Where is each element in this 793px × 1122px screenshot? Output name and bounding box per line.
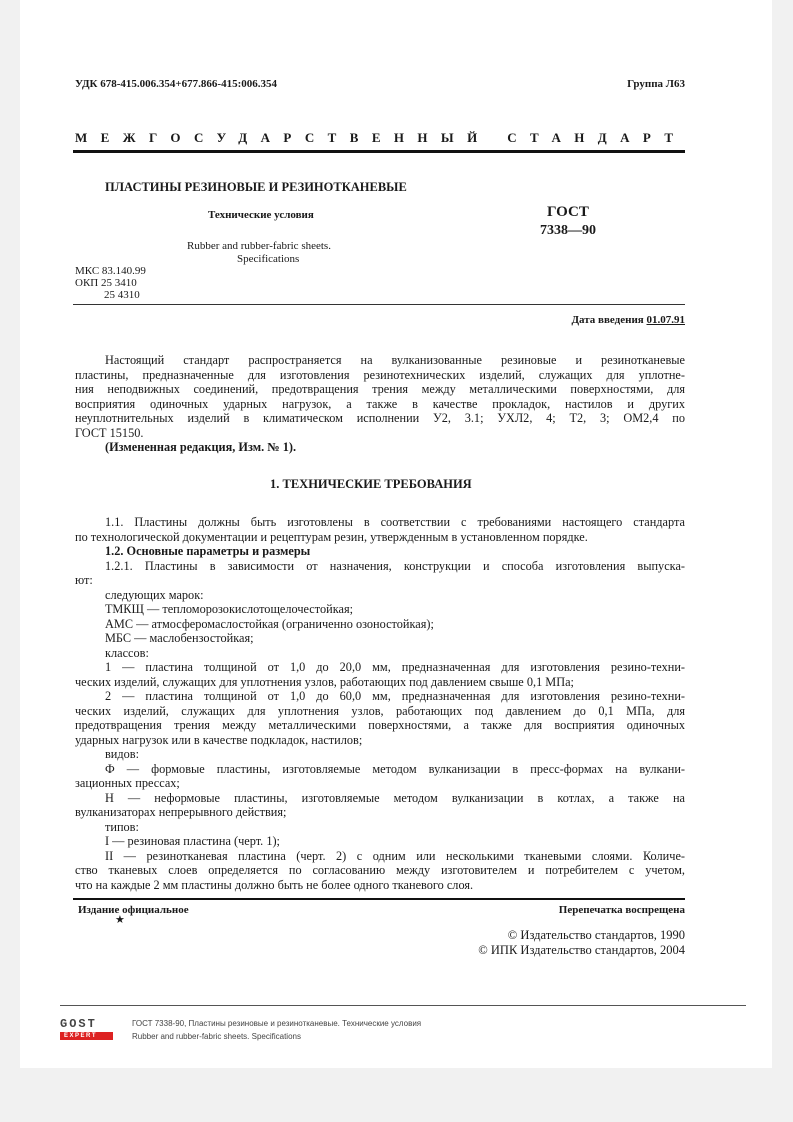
class-item: 1 — пластина толщиной от 1,0 до 20,0 мм, предназначенная для изготовления резино-техни- (105, 660, 685, 674)
intro-line: неуплотнительных изделий в климатическом исполнении У2, 3.1; УХЛ2, 4; Т2, 3; ОМ2,4 по (75, 411, 685, 425)
copyright-2004: © ИПК Издательство стандартов, 2004 (478, 943, 685, 957)
document-subtitle: Технические условия (208, 209, 314, 221)
intro-line: ГОСТ 15150. (75, 425, 144, 440)
class-item-cont: ческих изделий, служащих для уплотнения узлов, работающих под давлением свыше 0,1 МПа; (75, 674, 574, 689)
clause-1-2-1: 1.2.1. Пластины в зависимости от назначения, конструкции и способа изготовления выпуска- (105, 558, 685, 573)
mark-item: МБС — маслобензостойкая; (105, 631, 254, 645)
type-item-cont: что на каждые 2 мм пластины должно быть не более одного тканевого слоя. (75, 877, 474, 892)
clause-1-1-cont: по технологической документации и рецептурам резин, утвержденным в установленном порядке. (75, 529, 588, 544)
type-item: II — резинотканевая пластина (черт. 2) с одним или несколькими тканевыми слоями. Количе- (105, 848, 685, 863)
reprint-notice: Перепечатка воспрещена (558, 904, 685, 916)
types-label: типов: (105, 819, 139, 834)
type-item-cont: ство тканевых слоев определяется по согласованию между изготовителем и потребителем с учетом, (75, 863, 685, 877)
class-item-cont: ударных нагрузок или в качестве подкладок, настилов; (75, 732, 363, 747)
kind-item-cont: зационных прессах; (75, 776, 180, 790)
mark-item: АМС — атмосферомаслостойкая (ограниченно озоностойкая); (105, 616, 434, 631)
banner-rule (73, 150, 685, 153)
title-rule (73, 304, 685, 305)
okp-code-2: 25 4310 (104, 289, 140, 301)
type-item: I — резиновая пластина (черт. 1); (105, 834, 280, 848)
gost-expert-logo[interactable] (60, 1017, 120, 1043)
official-edition: Издание официальное (78, 904, 189, 916)
intro-line: восприятия одиночных ударных нагрузок, а также в качестве прокладок, настилов и других (75, 396, 685, 411)
marks-label: следующих марок: (105, 587, 204, 602)
standard-banner: МЕЖГОСУДАРСТВЕННЫЙ СТАНДАРТ (75, 130, 687, 145)
effective-date (571, 314, 685, 326)
class-item: 2 — пластина толщиной от 1,0 до 60,0 мм, предназначенная для изготовления резино-техни- (105, 689, 685, 703)
kind-item-cont: вулканизаторах непрерывного действия; (75, 805, 287, 819)
section-heading: 1. ТЕХНИЧЕСКИЕ ТРЕБОВАНИЯ (270, 477, 472, 491)
classes-label: классов: (105, 645, 149, 660)
gost-label: ГОСТ (547, 204, 589, 220)
intro-paragraph (75, 353, 685, 455)
bottom-rule (73, 898, 685, 900)
kind-item: Н — неформовые пластины, изготовляемые методом вулканизации в котлах, а также на (105, 790, 685, 805)
document-page (20, 0, 772, 1068)
footer-line-2: Rubber and rubber-fabric sheets. Specifications (132, 1032, 301, 1041)
intro-line: Настоящий стандарт распространяется на вулканизованные резиновые и резинотканевые (105, 353, 685, 367)
gost-number: 7338—90 (540, 223, 596, 238)
intro-line: пластины, предназначенные для изготовления резинотехнических изделий, служащих для уплотне- (75, 367, 685, 382)
class-item-cont: ческих изделий, служащих для уплотнения узлов, работающих под давлением до 0,1 МПа, для (75, 703, 685, 718)
english-title-line-2: Specifications (237, 253, 300, 265)
logo-gost-text: GOST (60, 1017, 97, 1031)
clause-1-1: 1.1. Пластины должны быть изготовлены в соответствии с требованиями настоящего стандарта (105, 515, 685, 529)
document-title: ПЛАСТИНЫ РЕЗИНОВЫЕ И РЕЗИНОТКАНЕВЫЕ (105, 180, 407, 194)
clause-1-2-1-cont: ют: (75, 573, 93, 587)
class-item-cont: предотвращения трения между металлическими поверхностями, а также для восприятия одиночных (75, 718, 685, 732)
kind-item: Ф — формовые пластины, изготовляемые методом вулканизации в пресс-формах на вулкани- (105, 761, 685, 776)
okp-code-1: ОКП 25 3410 (75, 277, 137, 289)
section-body (75, 515, 685, 892)
kinds-label: видов: (105, 747, 140, 761)
group-code: Группа Л63 (627, 78, 685, 90)
english-title-line-1: Rubber and rubber-fabric sheets. (187, 240, 331, 252)
effective-date-value: 01.07.91 (646, 314, 685, 326)
amendment-note: (Измененная редакция, Изм. № 1). (105, 440, 297, 454)
footer-line-1: ГОСТ 7338-90, Пластины резиновые и резинотканевые. Технические условия (132, 1019, 422, 1028)
udk-code: УДК 678-415.006.354+677.866-415:006.354 (75, 78, 278, 90)
footer-rule (60, 1005, 746, 1006)
mks-code: МКС 83.140.99 (75, 265, 146, 277)
effective-date-label: Дата введения (571, 314, 644, 326)
star-icon: ★ (115, 914, 125, 926)
clause-1-2: 1.2. Основные параметры и размеры (105, 544, 311, 558)
copyright-1990: © Издательство стандартов, 1990 (507, 928, 685, 942)
mark-item: ТМКЩ — тепломорозокислотощелочестойкая; (105, 602, 354, 616)
intro-line: ния неподвижных соединений, предотвращения трения между металлическими поверхностями, для (75, 382, 685, 396)
logo-expert-text: EXPERT (64, 1033, 98, 1039)
